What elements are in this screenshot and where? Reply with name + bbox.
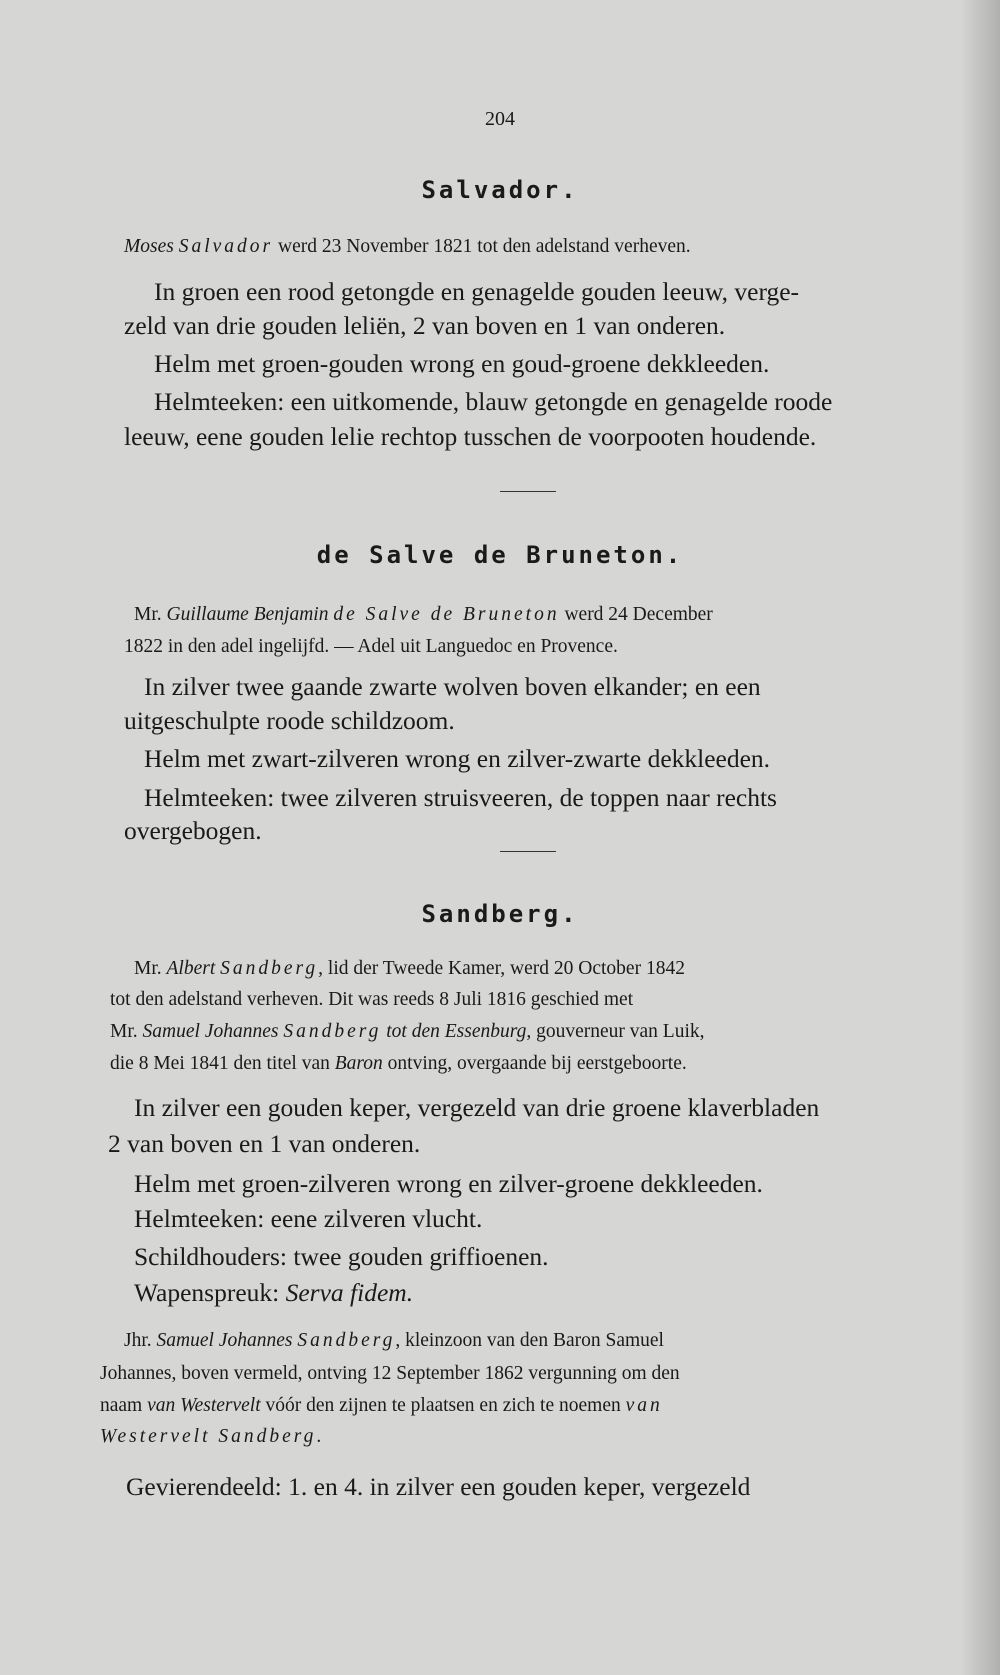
family-name: van	[625, 1395, 663, 1416]
title-prefix: Jhr.	[124, 1330, 157, 1351]
note-line	[100, 1395, 915, 1417]
person-surname: Sandberg	[283, 1021, 382, 1042]
person-name: Moses	[124, 236, 174, 257]
person-name: Samuel Johannes	[142, 1021, 279, 1042]
arms-description-line: zeld van drie gouden leliën, 2 van boven en 1 van onderen.	[124, 311, 726, 340]
arms-description-line: In zilver een gouden keper, vergezeld van drie groene klaverbladen	[134, 1093, 820, 1122]
crest-line: Helmteeken: een uitkomende, blauw getongde en genagelde roode	[154, 387, 833, 416]
section-heading-sandberg: Sandberg.	[421, 900, 579, 928]
intro-text: werd 24 December	[559, 604, 713, 625]
person-surname: Sandberg	[220, 958, 319, 979]
motto-text: Serva fidem.	[285, 1278, 414, 1307]
bruneton-intro-line	[134, 604, 949, 626]
arms-description-line: uitgeschulpte roode schildzoom.	[124, 706, 455, 735]
person-name: Albert	[166, 958, 216, 979]
section-heading-salvador: Salvador.	[421, 176, 579, 204]
helm-line: Helm met zwart-zilveren wrong en zilver-zwarte dekkleeden.	[144, 744, 771, 773]
note-line: Johannes, boven vermeld, ontving 12 September 1862 vergunning om den	[100, 1363, 680, 1384]
person-name: Samuel Johannes	[156, 1330, 293, 1351]
person-surname: Sandberg	[297, 1330, 396, 1351]
page-edge-shadow	[960, 0, 1000, 1675]
crest-line: overgebogen.	[124, 816, 262, 845]
section-divider	[500, 851, 556, 852]
family-name: van Westervelt	[147, 1395, 261, 1416]
sandberg-intro-line	[110, 1021, 925, 1043]
motto-label: Wapenspreuk:	[134, 1278, 286, 1307]
intro-text: , lid der Tweede Kamer, werd 20 October 1842	[318, 958, 685, 979]
intro-text: ontving, overgaande bij eerstgeboorte.	[382, 1053, 687, 1074]
section-divider	[500, 491, 556, 492]
estate-name: tot den Essenburg	[381, 1021, 527, 1042]
bruneton-intro-line: 1822 in den adel ingelijfd. — Adel uit Languedoc en Provence.	[124, 636, 618, 657]
person-surname: de Salve de Bruneton	[333, 604, 560, 625]
intro-text: werd 23 November 1821 tot den adelstand verheven.	[273, 236, 691, 257]
note-text: .	[316, 1426, 322, 1447]
note-line	[124, 1330, 939, 1352]
sandberg-intro-line	[134, 958, 949, 980]
title-prefix: Mr.	[134, 958, 167, 979]
title-prefix: Mr.	[110, 1021, 143, 1042]
quartering-line: Gevierendeeld: 1. en 4. in zilver een gouden keper, vergezeld	[126, 1472, 751, 1501]
motto-line	[134, 1278, 949, 1308]
page-number: 204	[485, 108, 515, 130]
section-heading-de-salve-de-bruneton: de Salve de Bruneton.	[316, 541, 684, 569]
note-text: vóór den zijnen te plaatsen en zich te noemen	[260, 1395, 626, 1416]
note-line	[100, 1426, 915, 1448]
helm-line: Helm met groen-zilveren wrong en zilver-groene dekkleeden.	[134, 1169, 763, 1198]
helm-line: Helm met groen-gouden wrong en goud-groene dekkleeden.	[154, 349, 770, 378]
title-prefix: Mr.	[134, 604, 167, 625]
supporters-line: Schildhouders: twee gouden griffioenen.	[134, 1242, 549, 1271]
crest-line: Helmteeken: twee zilveren struisveeren, de toppen naar rechts	[144, 783, 777, 812]
crest-line: Helmteeken: eene zilveren vlucht.	[134, 1204, 483, 1233]
salvador-intro-line	[124, 236, 939, 258]
sandberg-intro-line	[110, 1053, 925, 1075]
sandberg-intro-line: tot den adelstand verheven. Dit was reeds 8 Juli 1816 geschied met	[110, 989, 634, 1010]
intro-text: die 8 Mei 1841 den titel van	[110, 1053, 335, 1074]
person-name: Guillaume Benjamin	[166, 604, 329, 625]
person-surname: Salvador	[178, 236, 274, 257]
arms-description-line: In groen een rood getongde en genagelde gouden leeuw, verge-	[154, 277, 800, 306]
note-text: , kleinzoon van den Baron Samuel	[395, 1330, 664, 1351]
intro-text: , gouverneur van Luik,	[526, 1021, 705, 1042]
note-text: naam	[100, 1395, 148, 1416]
arms-description-line: In zilver twee gaande zwarte wolven boven elkander; en een	[144, 672, 761, 701]
baron-title: Baron	[334, 1053, 383, 1074]
crest-line: leeuw, eene gouden lelie rechtop tusschen de voorpooten houdende.	[124, 422, 817, 451]
family-name: Westervelt Sandberg	[100, 1426, 317, 1447]
arms-description-line: 2 van boven en 1 van onderen.	[108, 1129, 421, 1158]
